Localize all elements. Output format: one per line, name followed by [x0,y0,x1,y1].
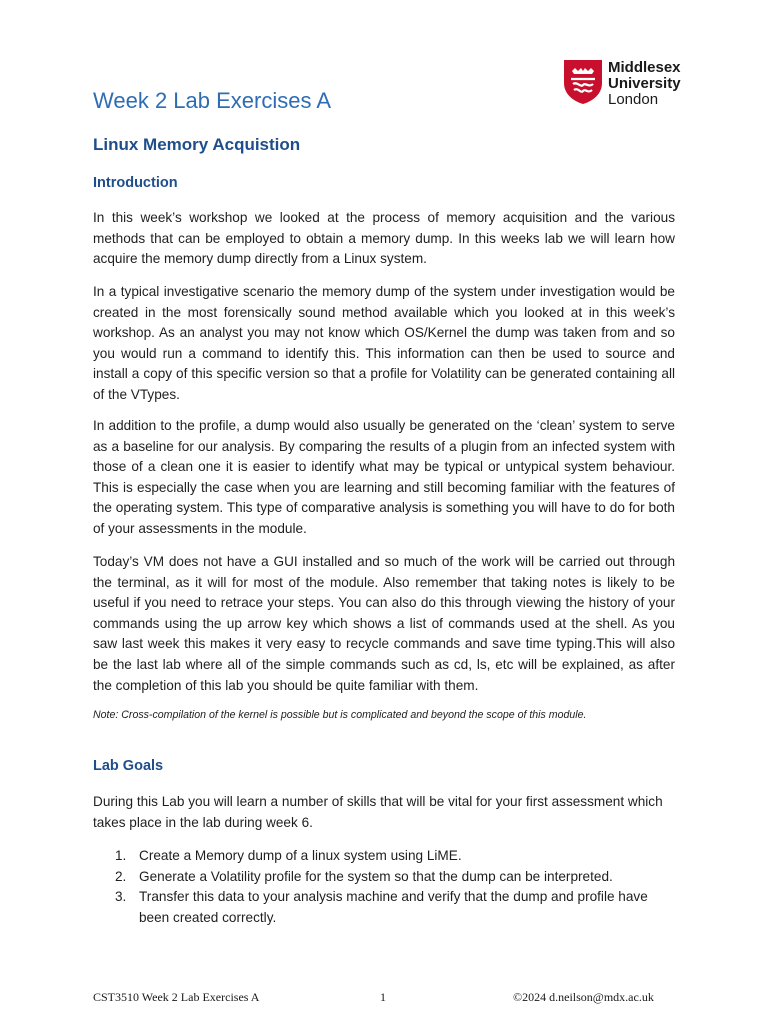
list-number: 3. [115,889,127,905]
goals-list [93,846,675,928]
footer-course: CST3510 Week 2 Lab Exercises A [93,990,260,1004]
introduction-heading: Introduction [93,175,178,191]
logo-wordmark [608,60,681,108]
logo-line-1: Middlesex [608,59,681,76]
goals-intro: During this Lab you will learn a number of skills that will be vital for your first assessment which takes place in the lab during week 6. [93,794,663,830]
logo-line-2: University [608,75,681,92]
logo-line-3: London [608,91,659,108]
list-text: Generate a Volatility profile for the system so that the dump can be interpreted. [139,868,613,884]
footer-copyright: ©2024 d.neilson@mdx.ac.uk [513,990,654,1004]
list-item [93,887,675,928]
list-number: 2. [115,868,127,884]
paragraph-4: Today’s VM does not have a GUI installed and so much of the work will be carried out through the terminal, as it will for most of the module. Also remember that taking notes is likely to be useful if you need to retrace your steps. You can also do this through viewing the history of your commands using the up arrow key which shows a list of commands used at the shell. As you saw last week this makes it very easy to recycle commands and save time typing.This will also be the last lab where all of the simple commands such as cd, ls, etc will be explained, as after the completion of this lab you should be quite familiar with them. [93,554,675,693]
scope-note: Note: Cross-compilation of the kernel is possible but is complicated and beyond the scope of this module. [93,709,587,721]
paragraph-1: In this week’s workshop we looked at the process of memory acquisition and the various methods that can be employed to obtain a memory dump. In this weeks lab we will learn how acquire the memory dump directly from a Linux system. [93,210,675,267]
page-subtitle: Linux Memory Acquistion [93,135,301,154]
paragraph-2: In a typical investigative scenario the memory dump of the system under investigation would be created in the most forensically sound method available which you looked at in this week’s workshop. As an analyst you may not know which OS/Kernel the dump was taken from and so you would run a command to identify this. This information can then be used to source and install a copy of this specific version so that a profile for Volatility can be generated containing all of the VTypes. [93,284,675,402]
university-logo [563,59,681,108]
footer-page-number: 1 [380,990,386,1004]
list-number: 1. [115,848,127,863]
list-item [93,867,675,888]
crest-icon [563,59,603,105]
list-text: Create a Memory dump of a linux system using LiME. [139,848,462,863]
list-item [93,846,675,867]
paragraph-3: In addition to the profile, a dump would also usually be generated on the ‘clean’ system to serve as a baseline for our analysis. By comparing the results of a plugin from an infected system with those of a clean one it is easier to identify what may be typical or untypical system behaviour. This is especially the case when you are learning and still becoming familiar with the features of the operating system. This type of comparative analysis is something you will have to do for both of your assessments in the module. [93,418,675,536]
lab-goals-heading: Lab Goals [93,758,164,774]
page-title: Week 2 Lab Exercises A [93,88,332,113]
list-text: Transfer this data to your analysis machine and verify that the dump and profile have been created correctly. [139,889,648,925]
